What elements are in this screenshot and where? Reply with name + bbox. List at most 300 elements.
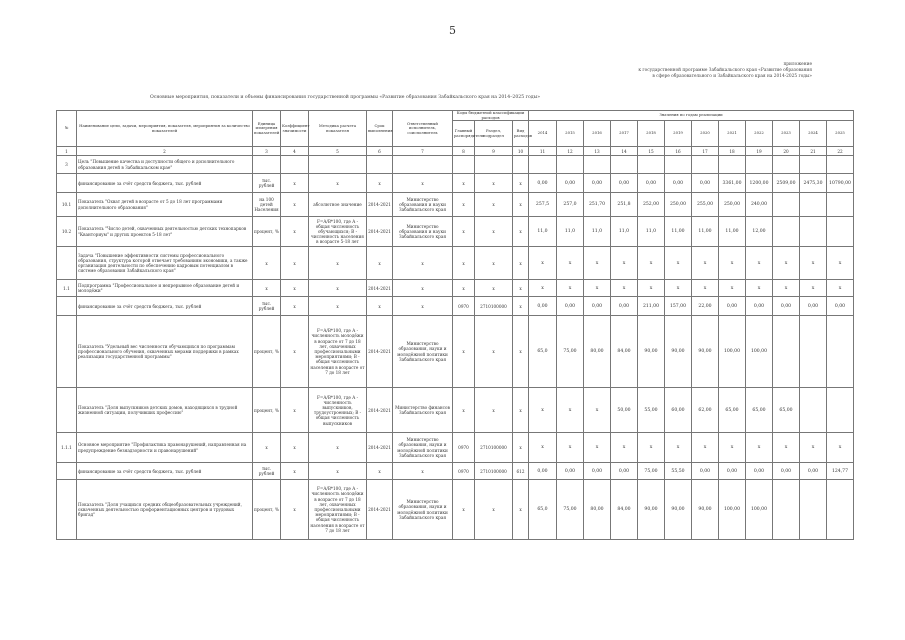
row-responsible: Министерство образования, науки и молодёжной политики Забайкальского края [393,433,453,463]
row-code-section: x [475,193,513,217]
row-year-value: 211,00 [638,297,665,316]
row-year-value: 0,00 [719,297,746,316]
row-year-value [773,193,800,217]
row-responsible: x [393,247,453,280]
row-method: F=A/B*100, где A - численность молодёжи в возрасте от 7 до 18 лет, охваченных профессиональными мероприятиями; B - общая численность населения в возрасте от 7 до 18 лет [309,480,367,540]
row-year-value [529,156,557,174]
header-year: 2019 [665,121,692,147]
row-year-value: 80,00 [584,480,611,540]
row-year-value: 100,00 [746,480,773,540]
header-year: 2021 [719,121,746,147]
column-number: 7 [393,147,453,156]
row-coef: x [281,297,309,316]
row-period: x [367,297,393,316]
row-code-rz: x [513,480,529,540]
row-code-rz: x [513,174,529,193]
row-code-rz: x [513,247,529,280]
row-year-value: 100,00 [719,316,746,388]
row-unit: x [253,280,281,297]
row-period [367,156,393,174]
row-year-value [611,156,638,174]
header-period: Срок выполнения [367,111,393,147]
row-unit: процент, % [253,217,281,247]
row-period: 2014-2021 [367,316,393,388]
row-year-value: x [773,280,800,297]
row-year-value [638,156,665,174]
header-year: 2025 [827,121,854,147]
program-table [56,110,854,540]
column-number: 1 [57,147,77,156]
row-coef: x [281,433,309,463]
row-period: 2014-2021 [367,217,393,247]
row-year-value: 90,00 [665,480,692,540]
row-year-value [800,480,827,540]
row-year-value: 11,00 [692,217,719,247]
row-year-value: 10790,00 [827,174,854,193]
row-year-value: x [611,433,638,463]
row-year-value: 75,00 [638,463,665,480]
row-num [57,316,77,388]
table-row [57,156,854,174]
row-code-admin: x [453,247,475,280]
row-year-value: 2509,00 [773,174,800,193]
table-row [57,316,854,388]
header-codes: Коды бюджетной классификации расходов [453,111,529,121]
row-code-rz: x [513,316,529,388]
row-year-value: 157,00 [665,297,692,316]
column-number: 13 [584,147,611,156]
row-year-value: 80,00 [584,316,611,388]
table-row [57,463,854,480]
row-year-value [800,388,827,433]
row-year-value [827,316,854,388]
row-code-section: 2710100000 [475,433,513,463]
row-year-value: x [529,280,557,297]
row-year-value: 0,00 [665,174,692,193]
row-year-value: x [719,433,746,463]
row-year-value: 0,00 [746,297,773,316]
row-year-value: 65,00 [746,388,773,433]
column-number: 21 [800,147,827,156]
row-method: F=A/B*100, где A - численность выпускников, трудоустроенных; B - общая численность выпускников [309,388,367,433]
row-year-value [692,156,719,174]
row-year-value: 250,00 [719,193,746,217]
row-coef [281,156,309,174]
row-year-value: x [800,280,827,297]
row-year-value: x [638,433,665,463]
row-year-value: 0,00 [557,297,584,316]
row-code-rz: x [513,217,529,247]
row-year-value: 60,00 [665,388,692,433]
column-number: 12 [557,147,584,156]
appendix-line-2: в сфере образовательного и Забайкальского края на 2014-2025 годы» [652,74,812,79]
row-year-value: 65,0 [529,480,557,540]
row-year-value: 55,50 [665,463,692,480]
row-year-value: 11,0 [638,217,665,247]
row-year-value: 257,5 [529,193,557,217]
row-method [309,156,367,174]
row-responsible: Министерство образования, науки и молодёжной политики Забайкальского края [393,480,453,540]
row-name: Основное мероприятие "Профилактика правонарушений, направленная на предупреждение безнадзорности и правонарушений" [77,433,253,463]
row-coef: x [281,480,309,540]
row-unit: на 100 детей Населения [253,193,281,217]
row-method: x [309,297,367,316]
row-year-value [719,156,746,174]
row-year-value: 84,00 [611,316,638,388]
row-year-value: x [557,280,584,297]
row-year-value: 0,00 [529,297,557,316]
row-year-value: 12,00 [746,217,773,247]
row-code-admin: x [453,193,475,217]
row-coef: x [281,174,309,193]
row-year-value: 65,0 [529,316,557,388]
row-year-value: 0,00 [529,174,557,193]
column-number: 10 [513,147,529,156]
column-number: 14 [611,147,638,156]
row-year-value: 0,00 [557,463,584,480]
row-responsible: Министерство образования и науки Забайкальского края [393,193,453,217]
row-responsible: x [393,174,453,193]
row-year-value [746,156,773,174]
header-name: Наименование цели, задачи, мероприятия, показателя, мероприятия за количество показателей [77,111,253,147]
row-year-value: 55,00 [638,388,665,433]
row-year-value: 0,00 [611,463,638,480]
column-number: 17 [692,147,719,156]
row-coef: x [281,388,309,433]
document-title: Основные мероприятия, показатели и объемы финансирования государственной программы «Развитие образования Забайкальского края на 2014–2025 годы» [150,95,541,100]
row-year-value: 251,8 [611,193,638,217]
row-num: 3 [57,156,77,174]
row-code-admin: x [453,388,475,433]
row-coef: x [281,280,309,297]
row-code-section: x [475,280,513,297]
column-number: 3 [253,147,281,156]
row-code-rz: x [513,280,529,297]
row-year-value [773,217,800,247]
row-num [57,247,77,280]
row-year-value: x [665,433,692,463]
row-year-value: 75,00 [557,316,584,388]
page-number: 5 [449,24,456,37]
table-row [57,217,854,247]
row-name: финансирование за счёт средств бюджета, тыс. рублей [77,297,253,316]
row-year-value: x [557,433,584,463]
row-period: x [367,174,393,193]
row-name: Показатель "Доля выпускников детских домов, находящихся в трудной жизненной ситуации, получивших профессию" [77,388,253,433]
row-unit: тыс. рублей [253,463,281,480]
row-year-value: 90,00 [638,480,665,540]
header-year: 2014 [529,121,557,147]
row-num: 10.2 [57,217,77,247]
row-year-value: 0,00 [611,174,638,193]
row-coef: x [281,463,309,480]
header-code-section: Раздел, подраздел [475,121,513,147]
row-year-value: x [827,433,854,463]
appendix-note [612,62,812,80]
header-code-rz: Вид расходов [513,121,529,147]
row-method: F=A/B*100, где A - общая численность обучающихся; B - численность населения в возрасте 5-18 лет [309,217,367,247]
column-number: 16 [665,147,692,156]
row-code-rz [513,156,529,174]
row-year-value [827,193,854,217]
row-unit [253,156,281,174]
row-code-admin: 0970 [453,463,475,480]
row-code-rz: x [513,193,529,217]
row-year-value: 0,00 [719,463,746,480]
row-code-admin: x [453,174,475,193]
row-year-value: 90,00 [692,480,719,540]
row-year-value: 0,00 [638,174,665,193]
row-method: x [309,433,367,463]
column-number: 4 [281,147,309,156]
table-row [57,297,854,316]
column-number: 15 [638,147,665,156]
row-year-value: x [827,280,854,297]
header-values: Значения по годам реализации [529,111,854,121]
row-year-value [800,316,827,388]
row-period: 2014-2021 [367,433,393,463]
row-method: x [309,174,367,193]
row-responsible: x [393,280,453,297]
row-year-value: 252,00 [638,193,665,217]
row-year-value: 50,00 [611,388,638,433]
row-year-value: 100,00 [746,316,773,388]
row-code-section: x [475,174,513,193]
row-year-value: 2475,30 [800,174,827,193]
row-name: Цель "Повышение качества и доступности общего и дополнительного образования детей в Забайкальском крае" [77,156,253,174]
row-unit: процент, % [253,316,281,388]
row-year-value: 75,00 [557,480,584,540]
row-year-value: 11,0 [611,217,638,247]
row-year-value [773,156,800,174]
row-year-value: x [529,388,557,433]
appendix-title: приложение [783,62,812,67]
row-year-value: 240,00 [746,193,773,217]
table-row [57,247,854,280]
row-period: 2014-2021 [367,193,393,217]
table-row [57,174,854,193]
row-year-value: x [746,247,773,280]
row-num [57,297,77,316]
row-unit: x [253,247,281,280]
row-name: финансирование за счёт средств бюджета, тыс. рублей [77,174,253,193]
row-year-value: x [719,280,746,297]
row-year-value: x [800,247,827,280]
row-year-value: 0,00 [584,463,611,480]
row-year-value [800,193,827,217]
header-responsible: Ответственный исполнитель, соисполнитель [393,111,453,147]
column-number: 5 [309,147,367,156]
row-method: F=A/B*100, где A - численность молодёжи в возрасте от 7 до 18 лет, охваченных профессиональными мероприятиями; B - общая численность населения в возрасте от 7 до 18 лет [309,316,367,388]
row-year-value: 84,00 [611,480,638,540]
row-year-value: x [773,433,800,463]
row-year-value: x [611,280,638,297]
row-year-value: 0,00 [692,463,719,480]
row-year-value [800,217,827,247]
header-code-admin: Главный распорядитель [453,121,475,147]
header-year: 2017 [611,121,638,147]
header-year: 2022 [746,121,773,147]
column-number: 2 [77,147,253,156]
row-unit: тыс. рублей [253,297,281,316]
row-year-value: 0,00 [584,174,611,193]
header-coef: Коэффициент значимости [281,111,309,147]
row-code-section: 2710100000 [475,297,513,316]
row-responsible [393,156,453,174]
row-year-value: 255,00 [692,193,719,217]
row-method: x [309,280,367,297]
row-year-value: 0,00 [692,174,719,193]
column-number: 18 [719,147,746,156]
row-year-value [827,480,854,540]
row-year-value: x [584,433,611,463]
row-year-value: 62,00 [692,388,719,433]
row-unit: тыс. рублей [253,174,281,193]
row-coef: x [281,193,309,217]
column-number: 11 [529,147,557,156]
row-year-value [773,316,800,388]
row-code-rz: x [513,433,529,463]
row-year-value: 11,00 [719,217,746,247]
row-year-value: x [665,280,692,297]
row-year-value: 0,00 [827,297,854,316]
row-num [57,463,77,480]
row-period: x [367,463,393,480]
row-code-section: x [475,480,513,540]
column-number: 8 [453,147,475,156]
row-code-section [475,156,513,174]
row-year-value: 0,00 [529,463,557,480]
row-year-value: x [638,280,665,297]
row-year-value: x [692,280,719,297]
row-year-value: x [529,433,557,463]
table-row [57,433,854,463]
row-unit: процент, % [253,388,281,433]
row-year-value: x [557,388,584,433]
row-code-rz: x [513,388,529,433]
row-year-value [800,156,827,174]
row-year-value: x [800,433,827,463]
header-year: 2016 [584,121,611,147]
column-number: 9 [475,147,513,156]
row-coef: x [281,316,309,388]
row-method: x [309,247,367,280]
column-number: 6 [367,147,393,156]
row-coef: x [281,217,309,247]
row-code-section: x [475,388,513,433]
row-name: финансирование за счёт средств бюджета, тыс. рублей [77,463,253,480]
row-year-value: x [584,247,611,280]
row-year-value: 100,00 [719,480,746,540]
row-year-value: x [746,433,773,463]
row-year-value: 1200,00 [746,174,773,193]
row-code-admin: x [453,280,475,297]
row-year-value: 11,0 [584,217,611,247]
row-year-value: 0,00 [800,463,827,480]
row-period: 2014-2021 [367,388,393,433]
table-row [57,280,854,297]
row-period: x [367,247,393,280]
row-responsible: Министерство образования, науки и молодёжной политики Забайкальского края [393,316,453,388]
row-year-value: 90,00 [638,316,665,388]
header-year: 2020 [692,121,719,147]
row-method: абсолютное значение [309,193,367,217]
row-code-section: x [475,316,513,388]
row-year-value: 0,00 [773,297,800,316]
row-year-value: x [692,433,719,463]
row-unit: x [253,433,281,463]
row-num [57,388,77,433]
column-number: 19 [746,147,773,156]
row-year-value [827,217,854,247]
row-name: Показатель "Число детей, охваченных деятельностью детских технопарков "Кванториум" и других проектов 5-18 лет" [77,217,253,247]
column-number: 22 [827,147,854,156]
header-year: 2015 [557,121,584,147]
row-code-admin: x [453,217,475,247]
row-year-value: x [584,388,611,433]
row-code-admin [453,156,475,174]
row-method: x [309,463,367,480]
row-year-value: 0,00 [773,463,800,480]
row-year-value: 22,00 [692,297,719,316]
header-num: № [57,111,77,147]
header-unit: Единица измерения показателей [253,111,281,147]
row-year-value: 11,00 [665,217,692,247]
row-num: 10.1 [57,193,77,217]
row-responsible: x [393,297,453,316]
row-year-value: 65,00 [719,388,746,433]
row-year-value [773,480,800,540]
row-code-admin: x [453,480,475,540]
row-year-value: 251,70 [584,193,611,217]
row-unit: процент, % [253,480,281,540]
row-year-value: x [611,247,638,280]
row-year-value: x [557,247,584,280]
row-code-rz: x [513,297,529,316]
row-name: Показатель "Доля учащихся средних общеобразовательных учреждений, охваченных деятельностью профориентационных центров и трудовых бригад" [77,480,253,540]
row-code-rz: 612 [513,463,529,480]
row-year-value: x [584,280,611,297]
row-name: Задача "Повышение эффективности системы профессионального образования, структура которой отвечает требованиям экономики, а также организация деятельности по обеспечению кадровым потенциалом в системе образования Забайкальского края" [77,247,253,280]
row-year-value: x [773,247,800,280]
row-code-section: x [475,217,513,247]
row-year-value: 0,00 [584,297,611,316]
row-year-value: x [827,247,854,280]
row-year-value: 0,00 [611,297,638,316]
row-num: 1.1 [57,280,77,297]
row-code-section: x [475,247,513,280]
row-year-value: 11,0 [529,217,557,247]
row-year-value [827,388,854,433]
row-num: 1.1.1 [57,433,77,463]
row-period: 2014-2021 [367,480,393,540]
column-number: 20 [773,147,800,156]
header-year: 2023 [773,121,800,147]
row-year-value: 90,00 [665,316,692,388]
row-year-value: x [638,247,665,280]
row-period: 2014-2021 [367,280,393,297]
row-year-value: 90,00 [692,316,719,388]
row-year-value: x [692,247,719,280]
row-name: Показатель "Удельный вес численности обучающихся по программам профессионального обучения, охваченных мерами поддержки в рамках реализации государственной программы" [77,316,253,388]
row-code-admin: 0970 [453,433,475,463]
row-year-value: x [529,247,557,280]
table-row [57,193,854,217]
row-year-value: 257,0 [557,193,584,217]
row-responsible: x [393,463,453,480]
row-year-value: 124,77 [827,463,854,480]
row-year-value [584,156,611,174]
